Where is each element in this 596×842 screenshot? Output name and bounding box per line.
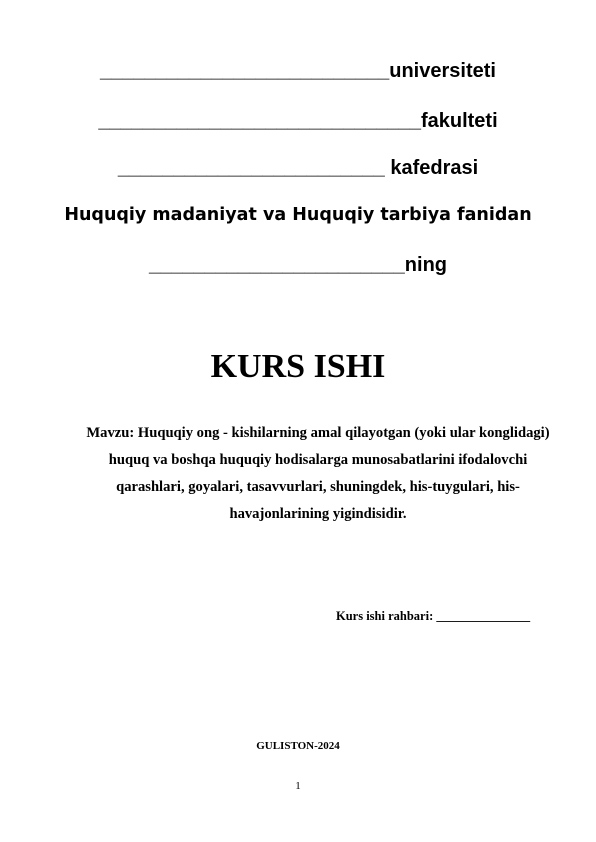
city-year: GULISTON-2024 bbox=[256, 740, 340, 752]
supervisor-line: Kurs ishi rahbari: _______________ bbox=[336, 609, 531, 623]
department-line: ________________________ kafedrasi bbox=[117, 157, 479, 179]
student-line: _______________________ning bbox=[148, 254, 448, 276]
subject-line: Huquqiy madaniyat va Huquqiy tarbiya fanidan bbox=[64, 205, 532, 225]
university-line: __________________________universiteti bbox=[100, 60, 496, 82]
page-number: 1 bbox=[295, 780, 301, 792]
page-title: KURS ISHI bbox=[210, 348, 386, 385]
topic-paragraph: Mavzu: Huquqiy ong - kishilarning amal qilayotgan (yoki ular konglidagi) huquq va boshqa huquqiy hodisalarga munosabatlarini ifodalovchi qarashlari, goyalari, tasavvurlari, shuningdek, his-tuygulari, his-havajonlarining yigindisidir. bbox=[86, 425, 550, 522]
faculty-line: _____________________________fakulteti bbox=[98, 110, 498, 132]
